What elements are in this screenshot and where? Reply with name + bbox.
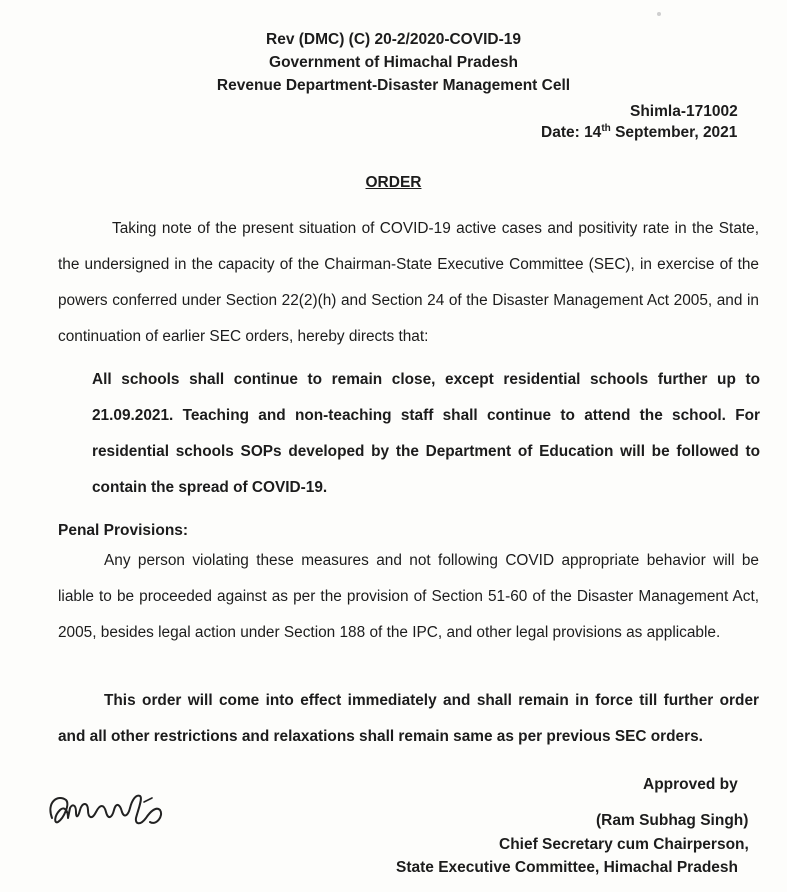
signatory-committee: State Executive Committee, Himachal Pradesh: [396, 859, 738, 876]
intro-paragraph: Taking note of the present situation of COVID-19 active cases and positivity rate in the State, the undersigned in the capacity of the Chairman-State Executive Committee (SEC), in exercise of the powers conferred under Section 22(2)(h) and Section 24 of the Disaster Management Act 2005, and in continuation of earlier SEC orders, hereby directs that:: [58, 220, 759, 345]
scan-dot: [657, 12, 661, 16]
penal-paragraph: Any person violating these measures and not following COVID appropriate behavior will be liable to be proceeded against as per the provision of Section 51-60 of the Disaster Management Act, 2005, besides legal action under Section 188 of the IPC, and other legal provisions as applicable.: [58, 552, 759, 641]
order-title: ORDER: [365, 174, 422, 191]
signatory-name: (Ram Subhag Singh): [596, 812, 749, 829]
handwritten-signature: [44, 788, 194, 838]
signatory-designation: Chief Secretary cum Chairperson,: [499, 836, 749, 853]
approved-by: Approved by: [643, 776, 738, 793]
reference-number: Rev (DMC) (C) 20-2/2020-COVID-19: [266, 31, 521, 48]
government-name: Government of Himachal Pradesh: [269, 54, 518, 71]
effect-paragraph: This order will come into effect immediately and shall remain in force till further order and all other restrictions and relaxations shall remain same as per previous SEC orders.: [58, 692, 759, 745]
directive-paragraph: All schools shall continue to remain close, except residential schools further up to 21.09.2021. Teaching and non-teaching staff shall continue to attend the school. For residential schools SOPs developed by the Department of Education will be followed to contain the spread of COVID-19.: [92, 371, 760, 496]
department-name: Revenue Department-Disaster Management Cell: [216, 77, 571, 94]
date: Date: 14th September, 2021: [541, 123, 738, 141]
penal-heading: Penal Provisions:: [58, 522, 189, 539]
place: Shimla-171002: [630, 103, 738, 120]
